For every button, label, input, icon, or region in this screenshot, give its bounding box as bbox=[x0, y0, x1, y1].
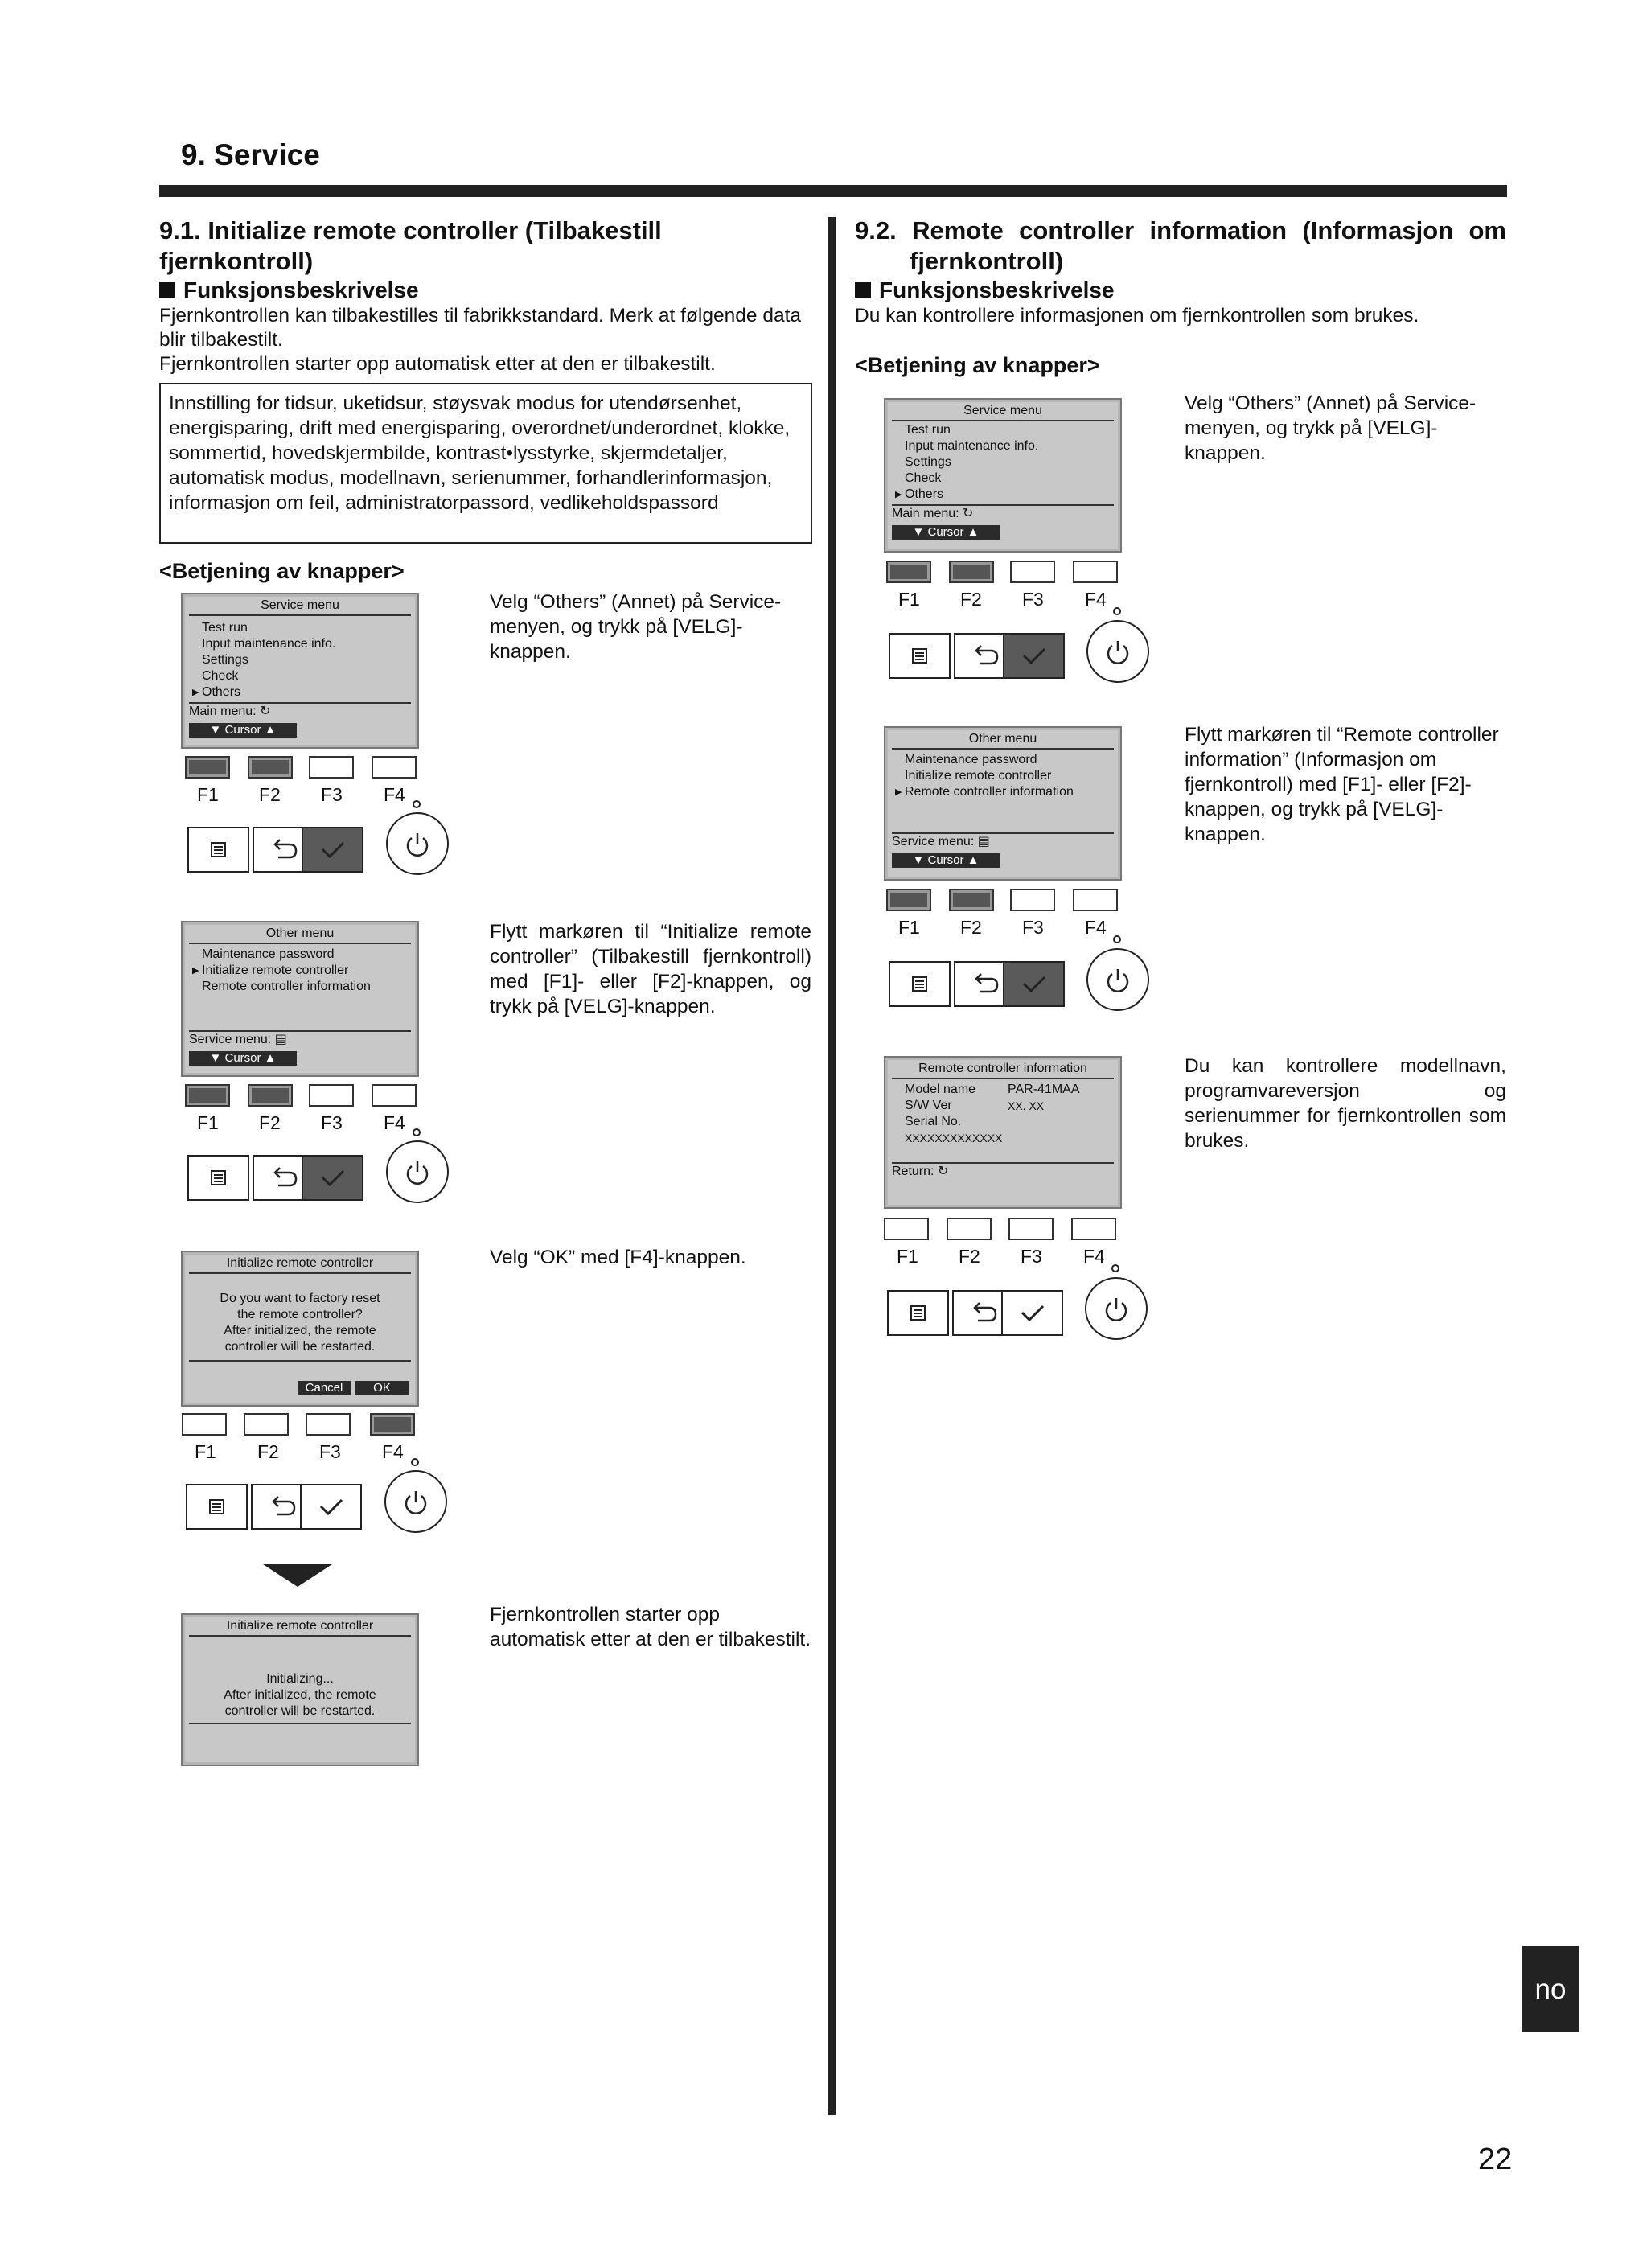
footer-text: Main menu: bbox=[892, 507, 959, 520]
menu-icon bbox=[187, 1485, 246, 1528]
lcd-title: Service menu bbox=[892, 403, 1114, 421]
select-button[interactable] bbox=[300, 1484, 362, 1530]
lcd-footer bbox=[892, 1164, 948, 1180]
menu-icon bbox=[189, 828, 248, 871]
menu-item: Check bbox=[905, 471, 942, 485]
down-arrow-icon bbox=[263, 1564, 332, 1588]
sw-value: XX. XX bbox=[1008, 1099, 1045, 1112]
cursor-text: Cursor bbox=[927, 525, 964, 539]
step-3-right-desc: Du kan kontrollere modellnavn, programvareversjon og serienummer for fjernkontrollen som brukes. bbox=[1185, 1055, 1506, 1152]
f1-key[interactable] bbox=[182, 1413, 227, 1436]
f4-key[interactable] bbox=[1073, 561, 1118, 583]
menu-icon: ▤ bbox=[274, 1033, 287, 1046]
section-9-1-para2: Fjernkontrollen starter opp automatisk etter at den er tilbakestilt. bbox=[159, 353, 716, 375]
power-icon bbox=[388, 1142, 447, 1202]
menu-icon bbox=[890, 963, 949, 1005]
menu-item: Input maintenance info. bbox=[202, 637, 336, 651]
cursor-indicator: ▼ Cursor ▲ bbox=[892, 525, 1000, 540]
power-icon bbox=[1088, 950, 1148, 1009]
footer-text: Main menu: bbox=[189, 705, 257, 718]
lcd-service-menu-left bbox=[181, 593, 419, 749]
lcd-footer bbox=[892, 506, 973, 522]
progress-line: After initialized, the remote bbox=[224, 1688, 376, 1702]
menu-item: Input maintenance info. bbox=[905, 439, 1039, 453]
bullet-square-icon bbox=[159, 282, 175, 298]
section-9-2-para1: Du kan kontrollere informasjonen om fjernkontrollen som brukes. bbox=[855, 305, 1419, 327]
lcd-service-menu-right bbox=[884, 398, 1122, 553]
lcd-title: Initialize remote controller bbox=[189, 1618, 411, 1637]
lcd-ok-label: OK bbox=[355, 1381, 409, 1395]
confirm-line: After initialized, the remote bbox=[224, 1324, 376, 1337]
f2-label: F2 bbox=[960, 917, 982, 938]
lcd-footer bbox=[892, 834, 990, 850]
check-icon bbox=[303, 828, 362, 871]
power-led bbox=[413, 800, 421, 808]
f1-key[interactable] bbox=[886, 561, 931, 583]
section-9-1-title: 9.1. Initialize remote controller (Tilbakestill fjernkontroll) bbox=[159, 216, 662, 275]
serial-label: Serial No. bbox=[905, 1115, 962, 1128]
f3-label: F3 bbox=[321, 1112, 343, 1133]
power-icon bbox=[1086, 1279, 1146, 1338]
check-icon bbox=[1003, 1292, 1062, 1334]
f4-label: F4 bbox=[384, 1112, 405, 1133]
lcd-title: Remote controller information bbox=[892, 1061, 1114, 1079]
bullet-square-icon bbox=[855, 282, 871, 298]
menu-item-selected: ▶ Remote controller information bbox=[905, 784, 1074, 800]
check-icon bbox=[302, 1485, 360, 1528]
f4-key[interactable] bbox=[370, 1413, 415, 1436]
f1-label: F1 bbox=[898, 589, 920, 610]
power-led bbox=[1113, 607, 1121, 615]
section-9-1-subtitle bbox=[159, 277, 812, 304]
menu-item: Maintenance password bbox=[202, 947, 335, 961]
menu-button[interactable] bbox=[187, 1155, 249, 1201]
power-button[interactable] bbox=[1085, 1277, 1148, 1340]
f1-key[interactable] bbox=[886, 889, 931, 911]
f3-key[interactable] bbox=[309, 756, 354, 779]
step-1-right-desc: Velg “Others” (Annet) på Service-menyen, og trykk på [VELG]-knappen. bbox=[1185, 392, 1477, 464]
f3-key[interactable] bbox=[1010, 889, 1055, 911]
lcd-cancel-label: Cancel bbox=[298, 1381, 351, 1395]
model-label: Model name bbox=[905, 1083, 976, 1096]
section-9-2-title-line2: fjernkontroll) bbox=[910, 247, 1064, 275]
section-title: 9. Service bbox=[181, 138, 320, 171]
f3-key[interactable] bbox=[1008, 1218, 1054, 1240]
f4-label: F4 bbox=[1085, 589, 1107, 610]
f1-key[interactable] bbox=[185, 1084, 230, 1107]
menu-button[interactable] bbox=[186, 1484, 248, 1530]
section-9-1-para1: Fjernkontrollen kan tilbakestilles til fabrikkstandard. Merk at følgende data blir tilbakestilt. bbox=[159, 305, 801, 351]
f3-label: F3 bbox=[319, 1441, 341, 1462]
step-1-left-desc: Velg “Others” (Annet) på Service-menyen, og trykk på [VELG]-knappen. bbox=[490, 591, 782, 663]
menu-icon: ▤ bbox=[977, 835, 990, 848]
power-button[interactable] bbox=[386, 1140, 449, 1203]
cursor-indicator: ▼ Cursor ▲ bbox=[189, 723, 297, 738]
lcd-footer bbox=[189, 1032, 287, 1048]
f4-label: F4 bbox=[1085, 917, 1107, 938]
section-9-2-subtitle bbox=[855, 277, 1506, 304]
menu-button[interactable] bbox=[889, 961, 951, 1007]
f1-label: F1 bbox=[897, 1246, 918, 1267]
cursor-text: Cursor bbox=[224, 1051, 261, 1065]
f2-key[interactable] bbox=[248, 1084, 293, 1107]
power-button[interactable] bbox=[384, 1470, 447, 1533]
f1-label: F1 bbox=[197, 784, 219, 805]
f4-label: F4 bbox=[382, 1441, 404, 1462]
menu-icon bbox=[890, 635, 949, 677]
select-button[interactable] bbox=[1003, 633, 1065, 679]
lcd-other-menu-right bbox=[884, 726, 1122, 881]
subtitle-text: Funksjonsbeskrivelse bbox=[183, 277, 419, 302]
return-icon: ↻ bbox=[937, 1165, 949, 1178]
f2-label: F2 bbox=[259, 1112, 281, 1133]
power-led bbox=[1111, 1264, 1119, 1272]
model-value: PAR-41MAA bbox=[1008, 1083, 1080, 1096]
return-icon: ↻ bbox=[260, 705, 271, 718]
menu-icon bbox=[189, 1157, 248, 1199]
language-tab: no bbox=[1522, 1946, 1579, 2032]
menu-item: Check bbox=[202, 669, 239, 683]
page-number: 22 bbox=[1478, 2143, 1513, 2176]
lcd-title: Service menu bbox=[189, 598, 411, 616]
menu-button[interactable] bbox=[187, 827, 249, 873]
f2-key[interactable] bbox=[947, 1218, 992, 1240]
cursor-indicator: ▼ Cursor ▲ bbox=[189, 1051, 297, 1066]
f2-label: F2 bbox=[259, 784, 281, 805]
f4-label: F4 bbox=[384, 784, 405, 805]
section-9-1-header bbox=[159, 216, 812, 376]
f4-key[interactable] bbox=[372, 1084, 417, 1107]
lcd-title: Other menu bbox=[189, 926, 411, 944]
check-icon bbox=[1004, 635, 1063, 677]
cursor-text: Cursor bbox=[224, 723, 261, 737]
lcd-init-confirm bbox=[181, 1251, 419, 1407]
f2-label: F2 bbox=[960, 589, 982, 610]
reset-data-box: Innstilling for tidsur, uketidsur, støysvak modus for utendørsenhet, energisparing, drift med energisparing, overordnet/underordnet, klokke, sommertid, hovedskjermbilde, kontrast•lysstyrke, skjermdetaljer, automatisk modus, modellnavn, serienummer, forhandlerinformasjon, informasjon om feil, administratorpassord, vedlikeholdspassord bbox=[159, 383, 812, 544]
f1-key[interactable] bbox=[185, 756, 230, 779]
lcd-init-progress bbox=[181, 1613, 419, 1766]
lcd-title: Initialize remote controller bbox=[189, 1255, 411, 1274]
step-2-right-desc: Flytt markøren til “Remote controller information” (Informasjon om fjernkontroll) med [F1]- eller [F2]-knappen, og trykk på [VELG]-knappen. bbox=[1185, 724, 1499, 845]
f2-label: F2 bbox=[959, 1246, 980, 1267]
f3-label: F3 bbox=[1022, 589, 1044, 610]
f4-key[interactable] bbox=[1073, 889, 1118, 911]
menu-item-selected: ▶ Others bbox=[202, 684, 240, 701]
menu-button[interactable] bbox=[889, 633, 951, 679]
menu-item-selected: ▶ Initialize remote controller bbox=[202, 963, 348, 979]
menu-item: Remote controller information bbox=[202, 980, 371, 993]
section-9-2-title-line1: 9.2. Remote controller information (Informasjon om bbox=[855, 216, 1506, 244]
f2-key[interactable] bbox=[248, 756, 293, 779]
select-button[interactable] bbox=[1003, 961, 1065, 1007]
power-icon bbox=[388, 814, 447, 873]
menu-button[interactable] bbox=[887, 1290, 949, 1336]
f4-label: F4 bbox=[1083, 1246, 1105, 1267]
f4-key[interactable] bbox=[1071, 1218, 1116, 1240]
menu-item: Settings bbox=[202, 653, 248, 667]
f1-label: F1 bbox=[898, 917, 920, 938]
section-9-2-header bbox=[855, 216, 1506, 328]
confirm-line: controller will be restarted. bbox=[224, 1340, 376, 1354]
power-button[interactable] bbox=[1086, 620, 1149, 683]
menu-item: Test run bbox=[202, 621, 248, 635]
power-led bbox=[411, 1458, 419, 1466]
cursor-indicator: ▼ Cursor ▲ bbox=[892, 853, 1000, 868]
check-icon bbox=[303, 1157, 362, 1199]
return-icon: ↻ bbox=[963, 507, 974, 520]
step-3-left-desc: Velg “OK” med [F4]-knappen. bbox=[490, 1247, 746, 1268]
f2-key[interactable] bbox=[949, 889, 994, 911]
f4-key[interactable] bbox=[372, 756, 417, 779]
select-button[interactable] bbox=[1001, 1290, 1063, 1336]
lcd-rc-info bbox=[884, 1056, 1122, 1209]
menu-item: Test run bbox=[905, 423, 951, 437]
menu-item: Maintenance password bbox=[905, 753, 1037, 766]
ops-heading-left: <Betjening av knapper> bbox=[159, 559, 405, 583]
footer-text: Service menu: bbox=[892, 835, 975, 848]
lcd-divider bbox=[189, 1723, 411, 1724]
power-button[interactable] bbox=[1086, 948, 1149, 1011]
select-button[interactable] bbox=[302, 1155, 363, 1201]
footer-text: Return: bbox=[892, 1165, 934, 1178]
column-divider bbox=[828, 217, 836, 2115]
cursor-text: Cursor bbox=[927, 853, 964, 867]
f3-label: F3 bbox=[1021, 1246, 1042, 1267]
menu-item: Initialize remote controller bbox=[905, 769, 1052, 783]
power-button[interactable] bbox=[386, 812, 449, 875]
serial-value: XXXXXXXXXXXXX bbox=[905, 1132, 1003, 1144]
power-icon bbox=[1088, 622, 1148, 681]
lcd-divider bbox=[189, 1360, 411, 1362]
ops-heading-right: <Betjening av knapper> bbox=[855, 353, 1100, 377]
top-rule bbox=[159, 185, 1507, 197]
menu-icon bbox=[889, 1292, 947, 1334]
f1-label: F1 bbox=[195, 1441, 216, 1462]
sw-label: S/W Ver bbox=[905, 1099, 952, 1112]
f3-key[interactable] bbox=[1010, 561, 1055, 583]
f3-label: F3 bbox=[321, 784, 343, 805]
check-icon bbox=[1004, 963, 1063, 1005]
lcd-title: Other menu bbox=[892, 731, 1114, 750]
footer-text: Service menu: bbox=[189, 1033, 272, 1046]
power-led bbox=[1113, 935, 1121, 943]
f2-label: F2 bbox=[257, 1441, 279, 1462]
step-4-left-desc: Fjernkontrollen starter opp automatisk etter at den er tilbakestilt. bbox=[490, 1604, 811, 1650]
power-icon bbox=[386, 1472, 446, 1531]
f3-key[interactable] bbox=[306, 1413, 351, 1436]
f3-key[interactable] bbox=[309, 1084, 354, 1107]
menu-item-selected: ▶ Others bbox=[905, 487, 943, 503]
step-2-left-desc: Flytt markøren til “Initialize remote controller” (Tilbakestill fjernkontroll) med [F1]- eller [F2]-knappen, og trykk på [VELG]-knappen. bbox=[490, 921, 811, 1017]
lcd-footer bbox=[189, 704, 270, 720]
f1-label: F1 bbox=[197, 1112, 219, 1133]
select-button[interactable] bbox=[302, 827, 363, 873]
progress-line: controller will be restarted. bbox=[224, 1704, 376, 1718]
f3-label: F3 bbox=[1022, 917, 1044, 938]
lcd-other-menu-left bbox=[181, 921, 419, 1077]
f2-key[interactable] bbox=[949, 561, 994, 583]
menu-item: Settings bbox=[905, 455, 951, 469]
power-led bbox=[413, 1128, 421, 1136]
progress-line: Initializing... bbox=[266, 1672, 334, 1686]
f2-key[interactable] bbox=[244, 1413, 289, 1436]
confirm-line: Do you want to factory reset bbox=[220, 1292, 380, 1305]
f1-key[interactable] bbox=[884, 1218, 929, 1240]
confirm-line: the remote controller? bbox=[237, 1308, 363, 1321]
subtitle-text: Funksjonsbeskrivelse bbox=[879, 277, 1115, 302]
